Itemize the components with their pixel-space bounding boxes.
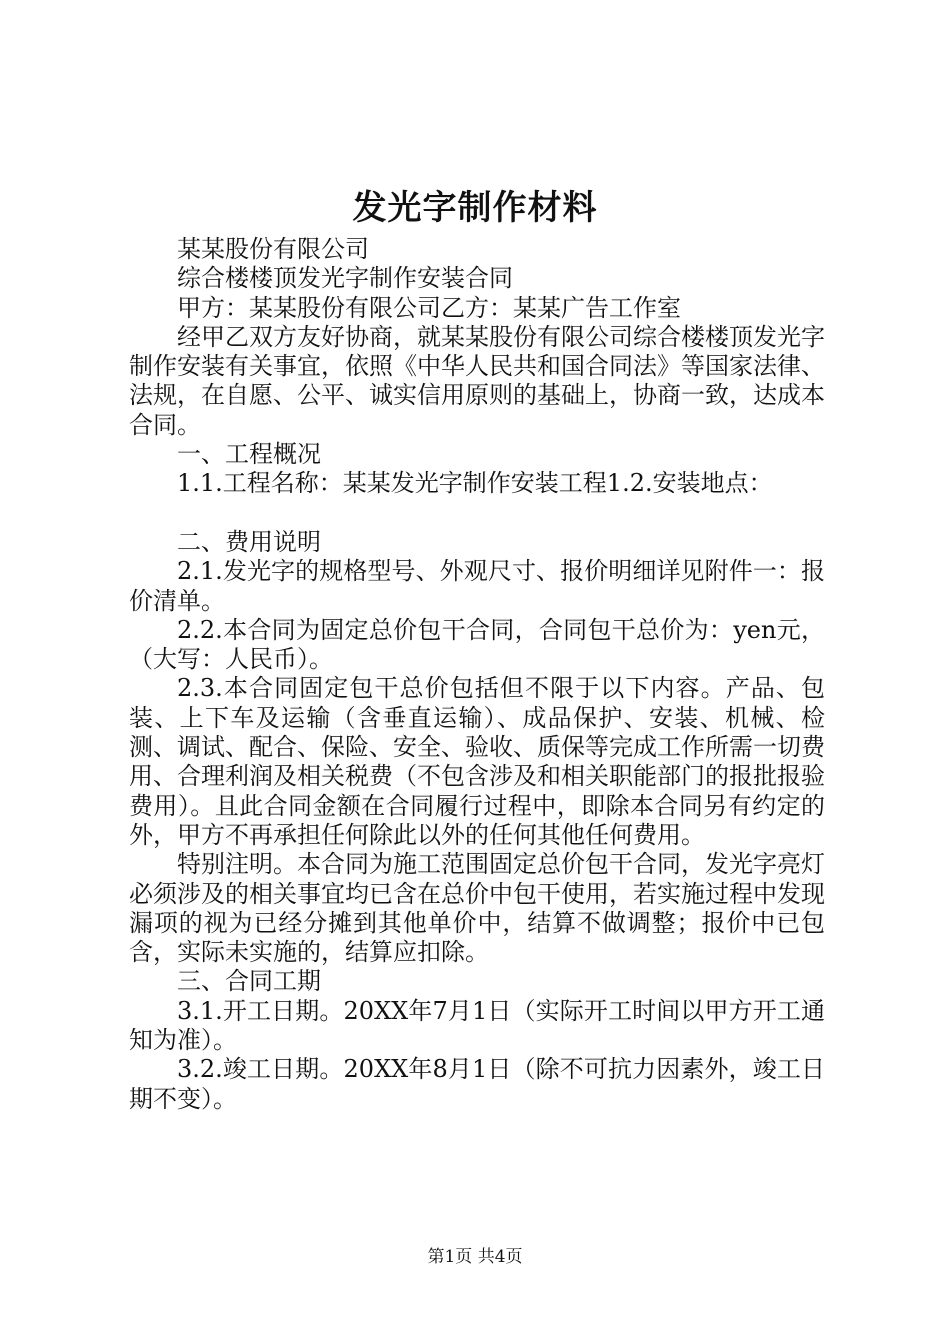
section-heading: 三、合同工期 xyxy=(177,967,321,996)
paragraph: 2.2.本合同为固定总价包干合同，合同包干总价为：yen元，（大写：人民币）。 xyxy=(129,615,825,674)
paragraph: 甲方：某某股份有限公司乙方：某某广告工作室 xyxy=(177,293,681,322)
blank-line xyxy=(129,499,825,528)
paragraph: 3.1.开工日期。20XX年7月1日（实际开工时间以甲方开工通知为准）。 xyxy=(129,996,825,1055)
paragraph: 3.2.竣工日期。20XX年8月1日（除不可抗力因素外，竣工日期不变）。 xyxy=(129,1055,825,1113)
section-heading: 一、工程概况 xyxy=(177,440,321,469)
document-body xyxy=(129,235,825,1114)
page-footer: 第1页 共4页 xyxy=(427,1247,523,1267)
paragraph: 经甲乙双方友好协商，就某某股份有限公司综合楼楼顶发光字制作安装有关事宜，依照《中华人民共和国合同法》等国家法律、法规，在自愿、公平、诚实信用原则的基础上，协商一致，达成本合同。 xyxy=(129,322,825,439)
paragraph: 某某股份有限公司 xyxy=(177,235,369,263)
paragraph: 特别注明。本合同为施工范围固定总价包干合同，发光字亮灯必须涉及的相关事宜均已含在总价中包干使用，若实施过程中发现漏项的视为已经分摊到其他单价中，结算不做调整；报价中已包含，实际未实施的，结算应扣除。 xyxy=(129,850,825,967)
paragraph: 2.1.发光字的规格型号、外观尺寸、报价明细详见附件一：报价清单。 xyxy=(129,557,825,615)
paragraph: 1.1.工程名称：某某发光字制作安装工程1.2.安装地点： xyxy=(177,469,773,498)
section-heading: 二、费用说明 xyxy=(177,527,321,556)
paragraph: 2.3.本合同固定包干总价包括但不限于以下内容。产品、包装、上下车及运输（含垂直运输）、成品保护、安装、机械、检测、调试、配合、保险、安全、验收、质保等完成工作所需一切费用、合理利润及相关税费（不包含涉及和相关职能部门的报批报验费用）。且此合同金额在合同履行过程中，即除本合同另有约定的外，甲方不再承担任何除此以外的任何其他任何费用。 xyxy=(129,674,825,849)
paragraph: 综合楼楼顶发光字制作安装合同 xyxy=(177,264,513,293)
document-title: 发光字制作材料 xyxy=(352,188,598,228)
